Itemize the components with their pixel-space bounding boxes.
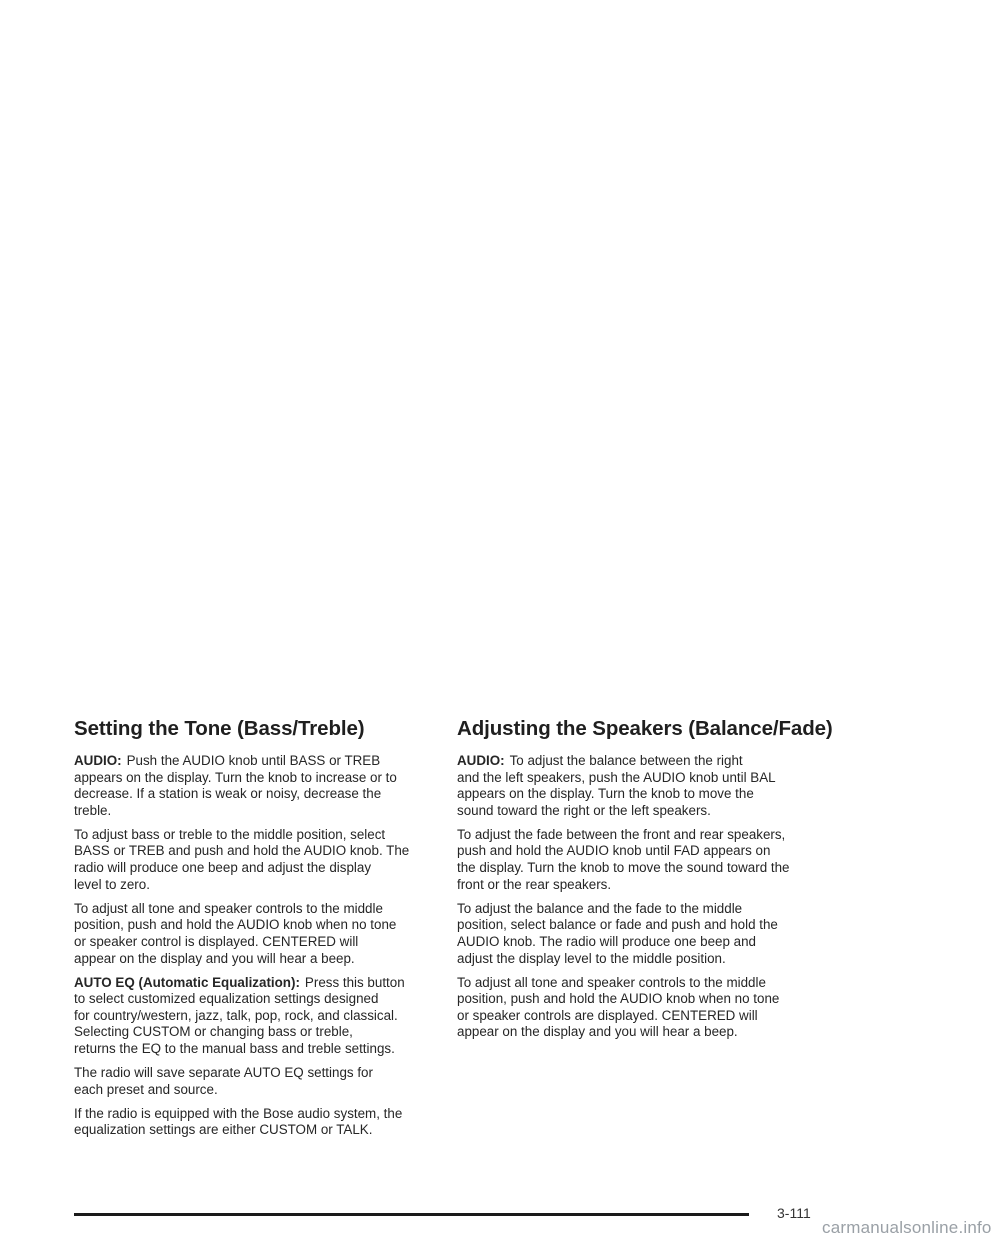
text-line: each preset and source.: [74, 1081, 218, 1097]
text-line: AUDIO knob. The radio will produce one beep and: [457, 933, 756, 949]
text-line: AUDIO: To adjust the balance between the right: [457, 753, 743, 768]
text-line: appears on the display. Turn the knob to increase or to: [74, 769, 397, 785]
text-line: to select customized equalization settings designed: [74, 991, 379, 1007]
text-line: To adjust all tone and speaker controls to the middle: [457, 974, 766, 990]
text-line: returns the EQ to the manual bass and treble settings.: [74, 1041, 395, 1056]
text-line: position, push and hold the AUDIO knob when no tone: [457, 991, 780, 1007]
text-line: for country/western, jazz, talk, pop, rock, and classical.: [74, 1007, 398, 1023]
text-line: To adjust all tone and speaker controls to the middle: [74, 900, 383, 916]
text-line: push and hold the AUDIO knob until FAD appears on: [457, 843, 771, 859]
lead-label: AUDIO:: [74, 753, 122, 768]
text-line: appears on the display. Turn the knob to move the: [457, 786, 754, 802]
watermark: carmanualsonline.info: [822, 1218, 992, 1237]
paragraph-fade: [457, 827, 829, 893]
paragraph-balance-audio: [457, 753, 829, 819]
text-line: level to zero.: [74, 876, 150, 892]
text-line: or speaker control is displayed. CENTERED will: [74, 933, 359, 949]
lead-label: AUDIO:: [457, 753, 505, 768]
paragraph-speakers-centered: [457, 975, 829, 1041]
text-line: radio will produce one beep and adjust the display: [74, 860, 372, 876]
paragraph-tone-audio: [74, 753, 444, 819]
text-line: BASS or TREB and push and hold the AUDIO knob. The: [74, 843, 410, 859]
text-line: appear on the display and you will hear a beep.: [457, 1024, 738, 1040]
text-line: position, push and hold the AUDIO knob when no tone: [74, 917, 397, 933]
text-line: the display. Turn the knob to move the sound toward the: [457, 860, 790, 876]
text-line: treble.: [74, 802, 112, 818]
text-line: To adjust the fade between the front and rear speakers,: [457, 826, 786, 842]
right-column: [457, 716, 833, 1049]
text-line: decrease. If a station is weak or noisy, decrease the: [74, 786, 382, 802]
text-line: adjust the display level to the middle position.: [457, 950, 726, 966]
text-line: equalization settings are either CUSTOM or TALK.: [74, 1122, 373, 1138]
paragraph-tone-middle: [74, 827, 444, 893]
text-line: position, select balance or fade and push and hold the: [457, 917, 778, 933]
text-line: Selecting CUSTOM or changing bass or treble,: [74, 1024, 353, 1040]
page-number: 3-111: [777, 1205, 811, 1221]
text-line: The radio will save separate AUTO EQ settings for: [74, 1065, 373, 1081]
footer-rule: [74, 1213, 749, 1216]
paragraph-bose: [74, 1106, 444, 1139]
left-column: [74, 716, 444, 1146]
text-line: sound toward the right or the left speakers.: [457, 802, 711, 818]
text-line: or speaker controls are displayed. CENTERED will: [457, 1007, 758, 1023]
text-line: To adjust bass or treble to the middle position, select: [74, 826, 386, 842]
text-line: To adjust the balance and the fade to the middle: [457, 900, 743, 916]
lead-label: AUTO EQ (Automatic Equalization):: [74, 974, 300, 990]
text-line: AUTO EQ (Automatic Equalization): Press this button: [74, 974, 405, 990]
text-line: appear on the display and you will hear a beep.: [74, 950, 355, 966]
text-line: If the radio is equipped with the Bose audio system, the: [74, 1105, 403, 1121]
text-line: and the left speakers, push the AUDIO knob until BAL: [457, 769, 776, 785]
paragraph-tone-centered: [74, 901, 444, 967]
section-heading-tone: Setting the Tone (Bass/Treble): [74, 717, 365, 740]
paragraph-auto-eq-save: [74, 1065, 444, 1098]
section-heading-speakers: Adjusting the Speakers (Balance/Fade): [457, 717, 833, 740]
paragraph-balance-fade-middle: [457, 901, 829, 967]
text-line: AUDIO: Push the AUDIO knob until BASS or TREB: [74, 753, 381, 768]
text-line: front or the rear speakers.: [457, 876, 612, 892]
paragraph-auto-eq: [74, 975, 444, 1058]
